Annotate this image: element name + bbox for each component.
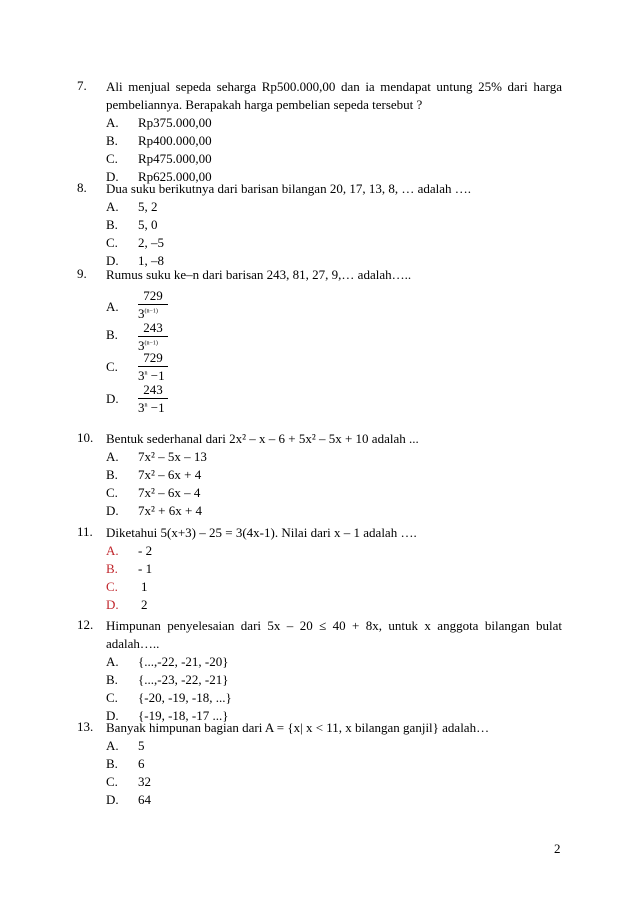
option-letter: B. <box>106 561 118 576</box>
option-text: {-19, -18, -17 ...} <box>138 708 229 723</box>
option-letter: A. <box>106 543 119 558</box>
question-text: Rumus suku ke–n dari barisan 243, 81, 27, 9,… adalah….. <box>106 267 412 282</box>
option-letter: A. <box>106 654 119 669</box>
page-number: 2 <box>554 841 561 856</box>
fraction-bar <box>138 304 168 305</box>
option-text: 1, –8 <box>138 253 164 268</box>
option-text: 7x² – 6x – 4 <box>138 485 201 500</box>
question-number: 11. <box>77 524 93 539</box>
option-letter: A. <box>106 199 119 214</box>
option-letter: D. <box>106 597 119 612</box>
fraction-numerator: 243 <box>143 320 163 335</box>
fraction-bar <box>138 366 168 367</box>
option-letter: B. <box>106 327 118 342</box>
option-letter: C. <box>106 359 118 374</box>
fraction-denominator: $3^{(n-1)}$ <box>138 306 158 321</box>
option-text: 5 <box>138 738 145 753</box>
fraction <box>138 350 198 383</box>
option-text: {-20, -19, -18, ...} <box>138 690 232 705</box>
option-text: Rp625.000,00 <box>138 169 212 184</box>
fraction-denominator: $3^{(n-1)}$ <box>138 338 158 353</box>
option-letter: C. <box>106 774 118 789</box>
question-text <box>106 617 562 653</box>
option-text: {...,-23, -22, -21} <box>138 672 229 687</box>
option-letter: A. <box>106 449 119 464</box>
option-letter: D. <box>106 253 119 268</box>
option-letter: B. <box>106 756 118 771</box>
question-text <box>106 78 562 114</box>
option-text: 32 <box>138 774 151 789</box>
option-letter: B. <box>106 672 118 687</box>
option-letter: D. <box>106 169 119 184</box>
option-letter: B. <box>106 217 118 232</box>
fraction-denominator: $3^n -1$ <box>138 400 165 415</box>
option-text: 5, 2 <box>138 199 158 214</box>
question-text-line-1: Ali menjual sepeda seharga Rp500.000,00 dan ia mendapat untung 25% dari harga <box>106 79 562 94</box>
option-text: 5, 0 <box>138 217 158 232</box>
question-text-line-2: adalah….. <box>106 636 160 651</box>
option-letter: A. <box>106 115 119 130</box>
option-letter: D. <box>106 503 119 518</box>
question-text: Bentuk sederhanal dari 2x² – x – 6 + 5x² – 5x + 10 adalah ... <box>106 431 419 446</box>
fraction-denominator: $3^n -1$ <box>138 368 165 383</box>
question-text: Banyak himpunan bagian dari A = {x| x < 11, x bilangan ganjil} adalah… <box>106 720 490 735</box>
option-text: {...,-22, -21, -20} <box>138 654 229 669</box>
question-text: Dua suku berikutnya dari barisan bilangan 20, 17, 13, 8, … adalah …. <box>106 181 471 196</box>
option-text: 7x² – 5x – 13 <box>138 449 207 464</box>
option-letter: B. <box>106 133 118 148</box>
fraction <box>138 320 198 353</box>
option-letter: B. <box>106 467 118 482</box>
fraction-numerator: 729 <box>143 350 163 365</box>
fraction-bar <box>138 336 168 337</box>
option-text: 2 <box>141 597 148 612</box>
option-letter: C. <box>106 485 118 500</box>
fraction-bar <box>138 398 168 399</box>
question-number: 9. <box>77 266 87 281</box>
fraction <box>138 288 198 321</box>
question-text: Diketahui 5(x+3) – 25 = 3(4x-1). Nilai dari x – 1 adalah …. <box>106 525 417 540</box>
option-text: 6 <box>138 756 145 771</box>
option-text: 7x² – 6x + 4 <box>138 467 202 482</box>
question-number: 13. <box>77 719 94 734</box>
option-text: Rp475.000,00 <box>138 151 212 166</box>
question-number: 12. <box>77 617 94 632</box>
option-text: - 1 <box>138 561 153 576</box>
option-text: - 2 <box>138 543 153 558</box>
question-number: 7. <box>77 78 87 93</box>
option-text: 7x² + 6x + 4 <box>138 503 203 518</box>
fraction <box>138 382 198 415</box>
option-letter: C. <box>106 579 118 594</box>
option-letter: D. <box>106 792 119 807</box>
option-text: 1 <box>141 579 148 594</box>
option-letter: C. <box>106 151 118 166</box>
option-letter: A. <box>106 738 119 753</box>
question-number: 10. <box>77 430 94 445</box>
option-letter: D. <box>106 391 119 406</box>
option-letter: D. <box>106 708 119 723</box>
fraction-numerator: 729 <box>143 288 163 303</box>
option-letter: A. <box>106 299 119 314</box>
option-text: Rp375.000,00 <box>138 115 212 130</box>
fraction-numerator: 243 <box>143 382 163 397</box>
option-text: 64 <box>138 792 151 807</box>
option-letter: C. <box>106 690 118 705</box>
option-text: Rp400.000,00 <box>138 133 212 148</box>
option-text: 2, –5 <box>138 235 164 250</box>
question-text-line-2: pembeliannya. Berapakah harga pembelian sepeda tersebut ? <box>106 97 423 112</box>
question-text-line-1: Himpunan penyelesaian dari 5x – 20 ≤ 40 + 8x, untuk x anggota bilangan bulat <box>106 618 562 633</box>
question-number: 8. <box>77 180 87 195</box>
option-letter: C. <box>106 235 118 250</box>
